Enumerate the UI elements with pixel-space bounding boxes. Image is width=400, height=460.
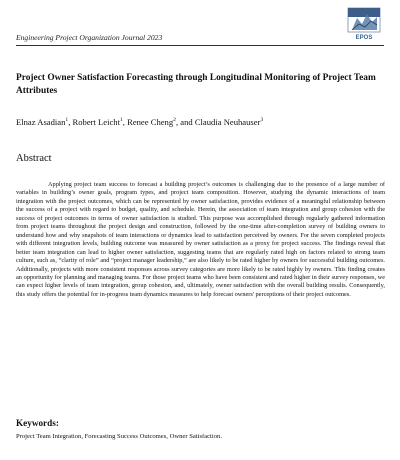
keywords-list: Project Team Integration, Forecasting Success Outcomes, Owner Satisfaction. xyxy=(16,433,222,440)
author-list xyxy=(16,117,263,127)
author-name: Claudia Neuhauser xyxy=(194,117,261,127)
author-affiliation: 1 xyxy=(65,117,69,124)
paper-title: Project Owner Satisfaction Forecasting through Longitudinal Monitoring of Project Team Attributes xyxy=(16,73,376,96)
author-affiliation: 2 xyxy=(173,117,176,124)
author-affiliation: 3 xyxy=(260,117,264,124)
author-name: Elnaz Asadian xyxy=(16,117,66,127)
journal-name: Engineering Project Organization Journal 2023 xyxy=(16,33,163,42)
abstract-heading: Abstract xyxy=(16,153,52,164)
header-rule xyxy=(16,45,384,46)
logo-text: EPOS xyxy=(355,35,373,41)
keywords-heading xyxy=(16,418,59,428)
abstract-body: Applying project team success to forecast a building project’s outcomes is challenging due to the presence of a large number of variables in building’s owner goals, program types, and project team composition. However, studying the dynamic interactions of team integration with the project outcomes, which can be represented by owner satisfaction, provides evidence of a meaningful relationship between the success of a project with regard to budget, quality, and schedule. Herein, the association of team integration and group cohesion with the success of project outcomes in terms of owner satisfaction is studied. This purpose was accomplished through regularly gathered information from project teams throughout the project design and construction, followed by the one-time after-completion survey of building owners to understand how and why snapshots of team interactions or dynamics lead to satisfaction perceived by owners. For the seven completed projects with different integration levels, building outcome was measured by owner satisfaction as a proxy for project success. The findings reveal that better team integration can lead to higher owner satisfaction, suggesting teams that are regularly rated high on factors related to strong team culture, such as, “clarity of role” and “project manager leadership,” are also likely to be rated higher by owners for successful building outcomes. Additionally, projects with more consistent responses across survey categories are more likely to be rated highly by owners. This finding creates an opportunity for planning and managing teams. For those project teams who have been consistent and rated higher in their survey responses, we can expect higher levels of team integration, group cohesion, and, ultimately, owner satisfaction with the overall building results. Consequently, this study offers the potential for in-progress team dynamics measures to help forecast owners' perceptions of their project outcomes. xyxy=(16,181,385,298)
author-name: Renee Cheng xyxy=(127,117,174,127)
author-separator: , xyxy=(122,117,128,127)
keywords-label: Keywords xyxy=(16,418,56,428)
author-separator: , and xyxy=(175,117,195,127)
journal-logo xyxy=(345,6,383,42)
author-separator: , xyxy=(68,117,73,127)
author-name: Robert Leicht xyxy=(72,117,120,127)
author-affiliation: 1 xyxy=(120,117,123,124)
keywords-colon: : xyxy=(55,418,59,428)
